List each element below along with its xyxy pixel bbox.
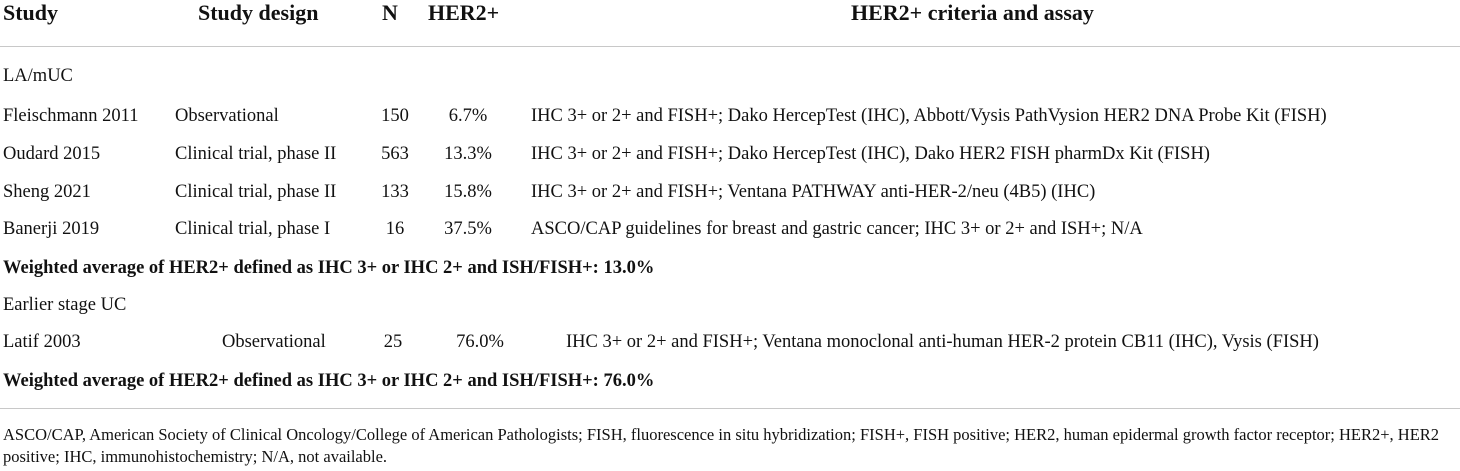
weighted-average-summary: Weighted average of HER2+ defined as IHC 3+ or IHC 2+ and ISH/FISH+: 13.0%	[3, 258, 655, 278]
study-name: Sheng 2021	[3, 182, 91, 202]
study-name: Banerji 2019	[3, 219, 100, 239]
criteria-assay: IHC 3+ or 2+ and FISH+; Ventana monoclonal anti-human HER-2 protein CB11 (IHC), Vysis (FISH)	[566, 332, 1319, 352]
criteria-assay: ASCO/CAP guidelines for breast and gastric cancer; IHC 3+ or 2+ and ISH+; N/A	[531, 219, 1143, 239]
her2-positive-rate: 15.8%	[444, 182, 492, 202]
weighted-average-summary: Weighted average of HER2+ defined as IHC 3+ or IHC 2+ and ISH/FISH+: 76.0%	[3, 371, 655, 391]
sample-size: 563	[381, 144, 409, 164]
study-design: Observational	[222, 332, 326, 352]
study-design: Clinical trial, phase I	[175, 219, 331, 239]
sample-size: 133	[381, 182, 409, 202]
criteria-assay: IHC 3+ or 2+ and FISH+; Dako HercepTest (IHC), Abbott/Vysis PathVysion HER2 DNA Probe Kit (FISH)	[531, 106, 1327, 126]
sample-size: 25	[383, 332, 403, 352]
criteria-assay: IHC 3+ or 2+ and FISH+; Dako HercepTest (IHC), Dako HER2 FISH pharmDx Kit (FISH)	[531, 144, 1210, 164]
sample-size: 150	[381, 106, 409, 126]
her2-positive-rate: 13.3%	[444, 144, 492, 164]
header-divider	[0, 46, 1460, 47]
col-header-n: N	[382, 0, 398, 25]
her2-positive-rate: 76.0%	[456, 332, 504, 352]
study-design: Clinical trial, phase II	[175, 144, 337, 164]
col-header-criteria-assay: HER2+ criteria and assay	[851, 0, 1094, 25]
her2-positive-rate: 37.5%	[444, 219, 492, 239]
study-design: Clinical trial, phase II	[175, 182, 337, 202]
col-header-study-design: Study design	[198, 0, 319, 25]
study-design: Observational	[175, 106, 279, 126]
study-name: Oudard 2015	[3, 144, 101, 164]
study-name: Fleischmann 2011	[3, 106, 139, 126]
section-title-la-muc: LA/mUC	[3, 66, 73, 86]
sample-size: 16	[385, 219, 405, 239]
footnote-abbreviations: ASCO/CAP, American Society of Clinical Oncology/College of American Pathologists; FISH, fluorescence in situ hybridization; FISH+, FISH positive; HER2, human epidermal growth factor receptor; HER2+, HER2 positive; IHC, immunohistochemistry; N/A, not available.	[3, 425, 1440, 466]
her2-positive-rate: 6.7%	[448, 106, 488, 126]
col-header-study: Study	[3, 0, 59, 25]
col-header-her2-positive: HER2+	[428, 0, 500, 25]
footer-divider	[0, 408, 1460, 409]
study-name: Latif 2003	[3, 332, 81, 352]
criteria-assay: IHC 3+ or 2+ and FISH+; Ventana PATHWAY anti-HER-2/neu (4B5) (IHC)	[531, 182, 1096, 202]
section-title-earlier-stage-uc: Earlier stage UC	[3, 295, 127, 315]
